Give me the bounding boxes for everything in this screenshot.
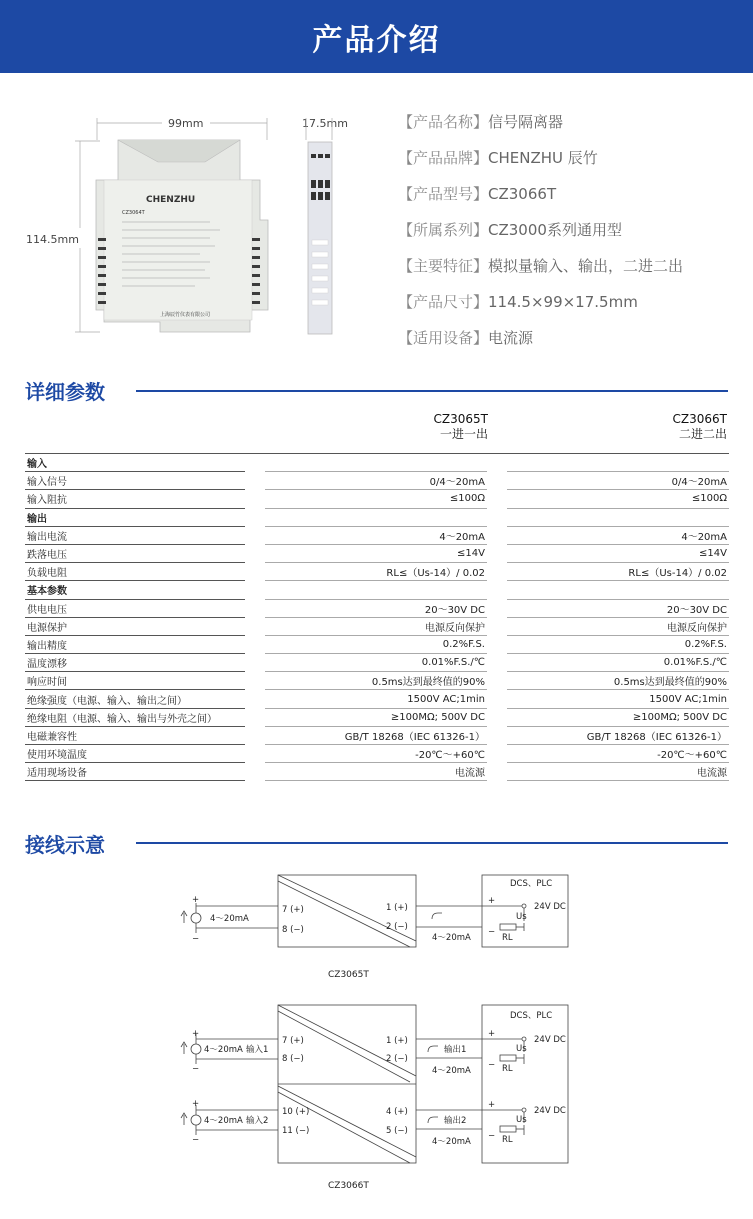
params-cell-lab: 响应时间 (25, 672, 245, 690)
params-cell-v1: 0.5ms达到最终值的90% (265, 672, 487, 690)
d1-term-out-pos: 1 (+) (386, 903, 408, 913)
params-cell-v1: 4～20mA (265, 526, 487, 544)
d2-dcs-minus2: − (488, 1131, 496, 1141)
params-row (25, 690, 729, 708)
params-row (25, 581, 729, 599)
col2-header: CZ3066T 二进二出 (672, 412, 727, 441)
d2-t4: 4 (+) (386, 1107, 408, 1117)
params-cell-v2: 0.01%F.S./℃ (507, 654, 729, 672)
d2-out1-label: 输出1 (444, 1045, 467, 1055)
d1-input-signal: 4～20mA (210, 914, 249, 924)
product-dimension-width: 99mm (168, 117, 204, 130)
params-cell-v1 (265, 454, 487, 472)
params-cell-v1: GB/T 18268（IEC 61326-1） (265, 726, 487, 744)
params-cell-v2: ≤100Ω (507, 490, 729, 508)
wiring-section-title: 接线示意 (25, 833, 105, 857)
col1-header: CZ3065T 一进一出 (433, 412, 488, 441)
params-cell-lab: 温度漂移 (25, 654, 245, 672)
page-banner (0, 0, 753, 73)
params-cell-v1: -20℃～+60℃ (265, 745, 487, 763)
params-row (25, 526, 729, 544)
params-cell-v2: RL≤（Us-14）/ 0.02 (507, 563, 729, 581)
params-section-title: 详细参数 (25, 380, 105, 404)
d2-src2-plus: + (192, 1099, 200, 1109)
params-cell-lab: 绝缘电阻（电源、输入、输出与外壳之间） (25, 708, 245, 726)
params-cell-lab: 基本参数 (25, 581, 245, 599)
d2-src1-plus: + (192, 1029, 200, 1039)
params-cell-v2 (507, 508, 729, 526)
info-row: 【产品名称】信号隔离器 (398, 113, 564, 131)
d2-in1-signal: 4～20mA (204, 1045, 243, 1055)
d2-supply1: 24V DC (534, 1035, 566, 1045)
params-row (25, 472, 729, 490)
params-cell-lab: 绝缘强度（电源、输入、输出之间） (25, 690, 245, 708)
d2-t11: 11 (−) (282, 1126, 310, 1136)
d1-caption: CZ3065T (328, 970, 369, 980)
params-cell-v1: 0.2%F.S. (265, 635, 487, 653)
params-cell-lab: 负载电阻 (25, 563, 245, 581)
params-cell-v2: 4～20mA (507, 526, 729, 544)
params-cell-v2: 20～30V DC (507, 599, 729, 617)
params-cell-v2: 0.5ms达到最终值的90% (507, 672, 729, 690)
params-table (25, 453, 729, 781)
d1-term-in-pos: 7 (+) (282, 905, 304, 915)
wiring-diagram-cz3066t (170, 1000, 580, 1195)
d1-rl: RL (502, 933, 513, 943)
params-cell-v2: ≤14V (507, 544, 729, 562)
d2-out2-label: 输出2 (444, 1116, 467, 1126)
wiring-diagram-cz3065t (170, 865, 580, 985)
d2-dcs-plus1: + (488, 1029, 496, 1039)
params-cell-v2: 1500V AC;1min (507, 690, 729, 708)
params-row (25, 672, 729, 690)
params-cell-v1 (265, 508, 487, 526)
params-cell-v1: 1500V AC;1min (265, 690, 487, 708)
params-cell-lab: 输出电流 (25, 526, 245, 544)
info-row: 【所属系列】CZ3000系列通用型 (398, 221, 622, 239)
d2-src1-minus: − (192, 1064, 200, 1074)
d1-dcs-plus: + (488, 896, 496, 906)
d1-us: Us (516, 912, 527, 922)
d2-t2: 2 (−) (386, 1054, 408, 1064)
params-cell-v1 (265, 581, 487, 599)
d2-in2-label: 输入2 (246, 1116, 269, 1126)
d2-us1: Us (516, 1044, 527, 1054)
params-cell-v2: -20℃～+60℃ (507, 745, 729, 763)
params-cell-v2 (507, 454, 729, 472)
params-row (25, 599, 729, 617)
d2-out1-signal: 4～20mA (432, 1066, 471, 1076)
params-cell-v2 (507, 581, 729, 599)
d2-dcs-label: DCS、PLC (510, 1011, 553, 1021)
params-cell-v1: 电源反向保护 (265, 617, 487, 635)
d2-rl2: RL (502, 1135, 513, 1145)
params-row (25, 563, 729, 581)
params-cell-lab: 适用现场设备 (25, 763, 245, 781)
params-cell-v1: 0.01%F.S./℃ (265, 654, 487, 672)
params-cell-lab: 供电电压 (25, 599, 245, 617)
params-row (25, 454, 729, 472)
info-row: 【适用设备】电流源 (398, 329, 534, 347)
d1-src-plus: + (192, 895, 200, 905)
params-cell-lab: 跌落电压 (25, 544, 245, 562)
product-info-list (398, 111, 683, 363)
params-cell-v2: 电流源 (507, 763, 729, 781)
product-logo: CHENZHU (146, 195, 196, 205)
product-model-print: CZ3064T (122, 210, 145, 216)
params-cell-lab: 输入阻抗 (25, 490, 245, 508)
d2-in2-signal: 4～20mA (204, 1116, 243, 1126)
d2-out2-signal: 4～20mA (432, 1137, 471, 1147)
wiring-section-line (136, 842, 728, 844)
params-cell-v2: 0/4～20mA (507, 472, 729, 490)
d1-output-signal: 4～20mA (432, 933, 471, 943)
d2-t8: 8 (−) (282, 1054, 304, 1064)
params-section-line (136, 390, 728, 392)
params-cell-v2: 电源反向保护 (507, 617, 729, 635)
params-cell-v1: ≤100Ω (265, 490, 487, 508)
d2-in1-label: 输入1 (246, 1045, 269, 1055)
d2-src2-minus: − (192, 1135, 200, 1145)
d2-caption: CZ3066T (328, 1181, 369, 1191)
params-row (25, 635, 729, 653)
params-row (25, 763, 729, 781)
info-row: 【产品尺寸】114.5×99×17.5mm (398, 293, 638, 311)
d2-t10: 10 (+) (282, 1107, 310, 1117)
banner-title: 产品介绍 (312, 22, 441, 58)
params-cell-v1: RL≤（Us-14）/ 0.02 (265, 563, 487, 581)
params-cell-lab: 输入信号 (25, 472, 245, 490)
params-cell-v1: ≤14V (265, 544, 487, 562)
d2-supply2: 24V DC (534, 1106, 566, 1116)
d1-dcs-minus: − (488, 927, 496, 937)
params-cell-v1: ≥100MΩ; 500V DC (265, 708, 487, 726)
d1-src-minus: − (192, 934, 200, 944)
params-cell-lab: 输出 (25, 508, 245, 526)
params-cell-lab: 电源保护 (25, 617, 245, 635)
info-row: 【产品品牌】CHENZHU 辰竹 (398, 149, 598, 167)
params-row (25, 617, 729, 635)
d2-us2: Us (516, 1115, 527, 1125)
d1-term-out-neg: 2 (−) (386, 922, 408, 932)
params-cell-lab: 输出精度 (25, 635, 245, 653)
params-row (25, 745, 729, 763)
params-cell-v2: GB/T 18268（IEC 61326-1） (507, 726, 729, 744)
params-cell-v1: 电流源 (265, 763, 487, 781)
d2-dcs-plus2: + (488, 1100, 496, 1110)
d2-t5: 5 (−) (386, 1126, 408, 1136)
product-dimension-height: 114.5mm (26, 233, 79, 246)
params-cell-v1: 20～30V DC (265, 599, 487, 617)
params-row (25, 726, 729, 744)
info-row: 【产品型号】CZ3066T (398, 185, 557, 203)
params-cell-v2: 0.2%F.S. (507, 635, 729, 653)
params-cell-lab: 电磁兼容性 (25, 726, 245, 744)
params-cell-lab: 输入 (25, 454, 245, 472)
d2-dcs-minus1: − (488, 1060, 496, 1070)
params-row (25, 708, 729, 726)
d1-supply: 24V DC (534, 902, 566, 912)
d1-term-in-neg: 8 (−) (282, 925, 304, 935)
params-row (25, 490, 729, 508)
d2-rl1: RL (502, 1064, 513, 1074)
params-cell-v1: 0/4～20mA (265, 472, 487, 490)
params-cell-lab: 使用环境温度 (25, 745, 245, 763)
d1-dcs-label: DCS、PLC (510, 879, 553, 889)
product-company-print: 上海辰竹仪表有限公司 (160, 312, 211, 318)
info-row: 【主要特征】模拟量输入、输出，二进二出 (398, 257, 684, 275)
params-row (25, 508, 729, 526)
params-row (25, 544, 729, 562)
d2-t7: 7 (+) (282, 1036, 304, 1046)
d2-t1: 1 (+) (386, 1036, 408, 1046)
product-dimension-depth: 17.5mm (302, 117, 348, 130)
params-row (25, 654, 729, 672)
params-cell-v2: ≥100MΩ; 500V DC (507, 708, 729, 726)
product-photo (60, 110, 360, 350)
